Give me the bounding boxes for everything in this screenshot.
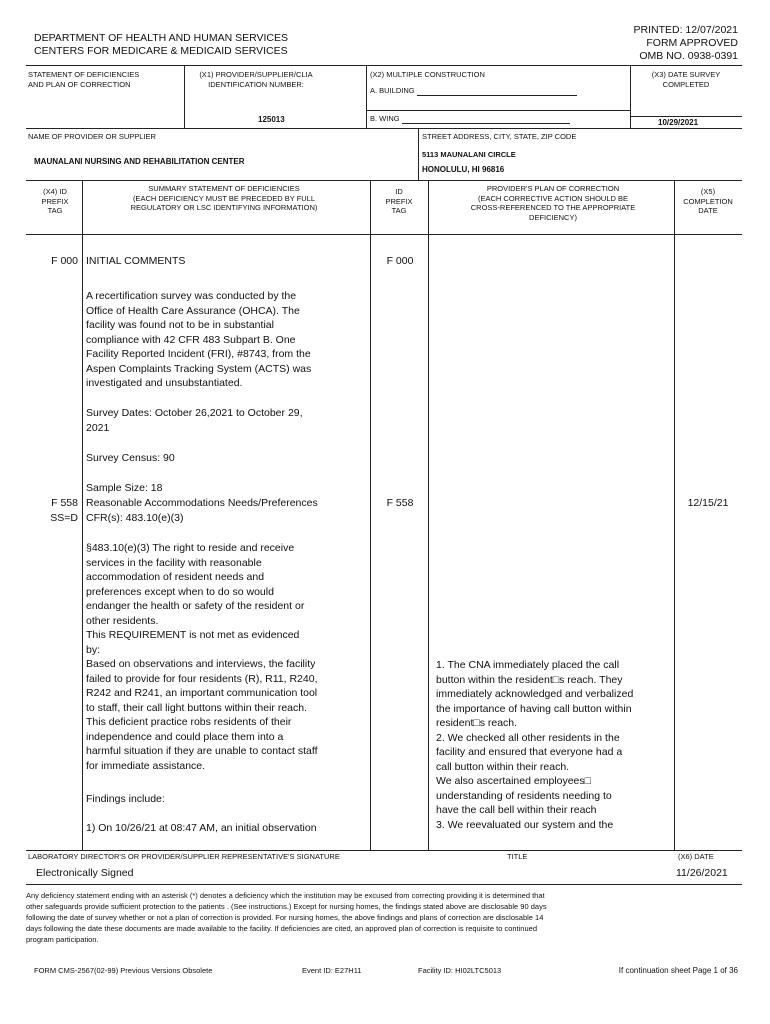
facility-id: Facility ID: HI02LTC5013 [418,966,502,975]
form-approved: FORM APPROVED [646,37,738,49]
tag-id-f000: F 000 [386,255,414,267]
wing-label: B. WING [370,114,400,123]
wing-field [370,114,570,124]
street-address-label: STREET ADDRESS, CITY, STATE, ZIP CODE [422,132,577,141]
provider-name-label: NAME OF PROVIDER OR SUPPLIER [28,132,156,141]
f558-title: Reasonable Accommodations Needs/Preferences CFR(s): 483.10(e)(3) [86,497,318,524]
recertification-paragraph: A recertification survey was conducted by the Office of Health Care Assurance (OHCA). The facility was found not to be in substantial compliance with 42 CFR 483 Subpart B. One Facility Reported Incident (FRI), #8743, from the Aspen Complaints Tracking System (ACTS) was investigated and unsubstantiated. [86,290,312,389]
x2-label: (X2) MULTIPLE CONSTRUCTION [370,70,485,79]
plan-of-correction-text: 1. The CNA immediately placed the call button within the resident□s reach. They immediately acknowledged and verbalized the importance of having call button within resident□s reach. 2. We checked all other residents in the facility and ensured that everyone had a call button within their reach. We also ascertained employees□ understanding of residents needing to have the call bell within their reach 3. We reevaluated our system and the [436,659,634,831]
form-approval-block [634,24,738,63]
department-title [34,32,288,58]
tag-id-f558: F 558 [386,497,414,509]
sample-size: Sample Size: 18 [86,482,163,494]
statement-label: STATEMENT OF DEFICIENCIES AND PLAN OF CORRECTION [28,70,140,89]
finding-1: 1) On 10/26/21 at 08:47 AM, an initial observation [86,822,317,834]
survey-completed-date: 10/29/2021 [658,118,699,127]
building-blank [417,88,577,96]
col-id-header: ID PREFIX TAG [385,187,413,215]
omb-number: OMB NO. 0938-0391 [639,50,738,62]
page-indicator: If continuation sheet Page 1 of 36 [618,966,738,975]
regulation-paragraph: §483.10(e)(3) The right to reside and receive services in the facility with reasonable accommodation of resident needs and preferences except when to do so would endanger the health or safety of the resident or other residents. This REQUIREMENT is not met as evidenced by: Based on observations and interviews, the facility failed to provide for four residents (R), R11, R240, R242 and R241, an important communication tool to staff, their call light buttons within their reach. This deficient practice robs residents of their independence and could place them into a harmful situation if they are unable to contact staff for immediate assistance. [86,542,318,772]
event-id: Event ID: E27H11 [302,966,362,975]
building-field [370,86,577,96]
x6-date-label: (X6) DATE [678,852,714,861]
signature-value: Electronically Signed [36,867,134,879]
street-address: 5113 MAUNALANI CIRCLE [422,150,516,159]
city-state-zip: HONOLULU, HI 96816 [422,165,505,174]
initial-comments-heading: INITIAL COMMENTS [86,255,186,267]
building-label: A. BUILDING [370,86,415,95]
col-x4-header: (X4) ID PREFIX TAG [41,187,69,215]
signature-date: 11/26/2021 [676,867,728,879]
tag-f000: F 000 [51,255,78,267]
dept-line-2: CENTERS FOR MEDICARE & MEDICAID SERVICES [34,45,288,57]
x1-label: (X1) PROVIDER/SUPPLIER/CLIA IDENTIFICATION NUMBER: [199,70,313,89]
dept-line-1: DEPARTMENT OF HEALTH AND HUMAN SERVICES [34,32,288,44]
printed-date: PRINTED: 12/07/2021 [633,24,738,36]
col-plan-header: PROVIDER'S PLAN OF CORRECTION (EACH CORRECTIVE ACTION SHOULD BE CROSS-REFERENCED TO THE APPROPRIATE DEFICIENCY) [470,184,636,222]
title-label: TITLE [507,852,528,861]
completion-date: 12/15/21 [687,497,729,509]
wing-blank [402,116,570,124]
scope-severity: SS=D [50,512,78,524]
signature-label: LABORATORY DIRECTOR'S OR PROVIDER/SUPPLIER REPRESENTATIVE'S SIGNATURE [28,852,340,861]
x3-label: (X3) DATE SURVEY COMPLETED [651,70,721,89]
provider-name: MAUNALANI NURSING AND REHABILITATION CENTER [34,157,245,166]
findings-include: Findings include: [86,793,165,805]
provider-number: 125013 [258,115,285,124]
form-number: FORM CMS-2567(02-99) Previous Versions Obsolete [34,966,213,975]
survey-census: Survey Census: 90 [86,452,175,464]
tag-f558: F 558 [51,497,78,509]
disclaimer-text: Any deficiency statement ending with an asterisk (*) denotes a deficiency which the institution may be excused from correcting providing it is determined that other safeguards provide sufficient protection to the patients . (See instructions.) Except for nursing homes, the findings stated above are disclosable 90 days following the date of survey whether or not a plan of correction is provided. For nursing homes, the above findings and plans of correction are disclosable 14 days following the date these documents are made available to the facility. If deficiencies are cited, an approved plan of correction is requisite to continued program participation. [26,891,547,944]
survey-dates: Survey Dates: October 26,2021 to October 29, 2021 [86,407,303,434]
col-x5-header: (X5) COMPLETION DATE [683,187,733,215]
col-summary-header: SUMMARY STATEMENT OF DEFICIENCIES (EACH DEFICIENCY MUST BE PRECEDED BY FULL REGULATORY OR LSC IDENTIFYING INFORMATION) [130,184,318,212]
